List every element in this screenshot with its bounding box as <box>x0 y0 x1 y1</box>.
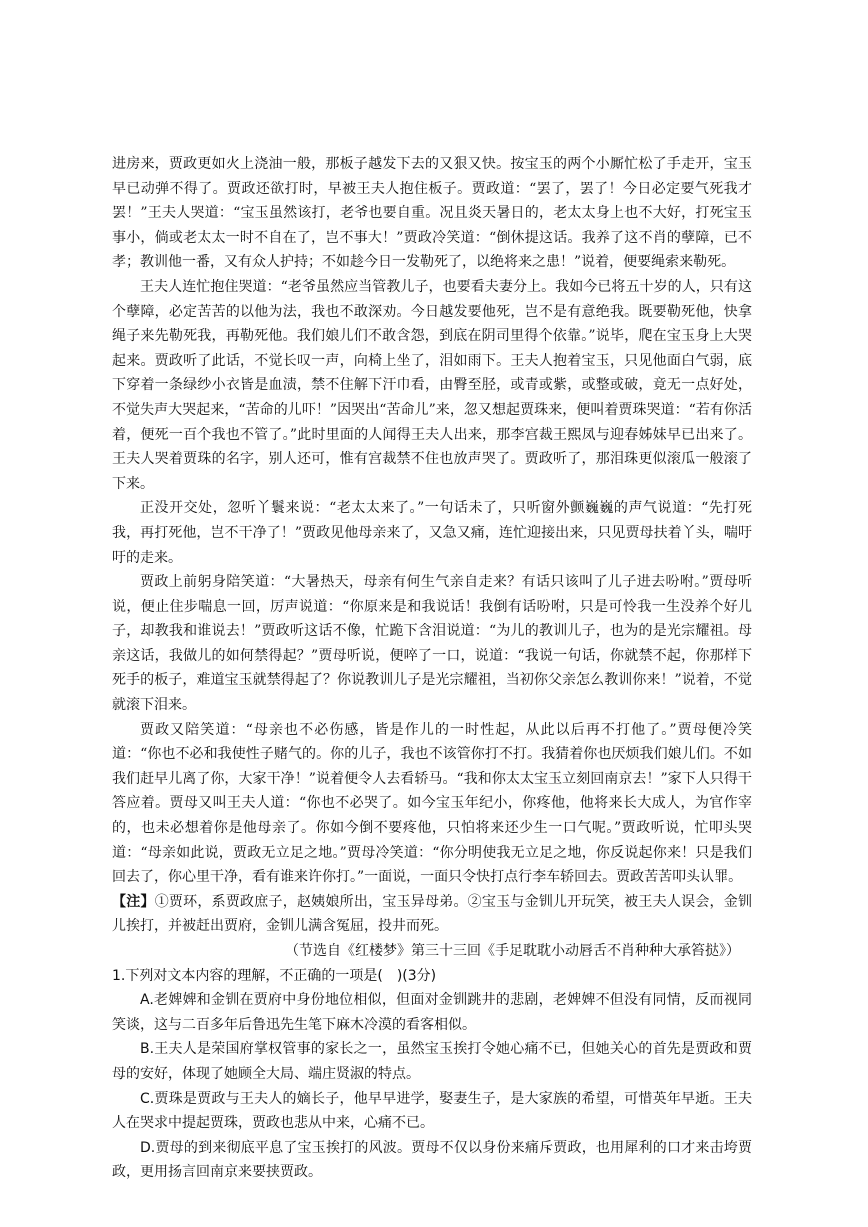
option-d[interactable]: D.贾母的到来彻底平息了宝玉挨打的风波。贾母不仅以身份来痛斥贾政，也用犀利的口才来击垮贾政，更用扬言回南京来要挟贾政。 <box>112 1139 752 1181</box>
document-content <box>112 152 752 1185</box>
question-title: 1.下列对文本内容的理解，不正确的一项是( )(3分) <box>112 967 437 984</box>
passage-paragraph-3: 正没开交处，忽听丫鬟来说：“老太太来了。”一句话未了，只听窗外颤巍巍的声气说道：“先打死我，再打死他，岂不干净了！”贾政见他母亲来了，又急又痛，连忙迎接出来，只见贾母扶着丫头，喘吁吁的走来。 <box>112 500 752 566</box>
note-text: ①贾环，系贾政庶子，赵姨娘所出，宝玉异母弟。②宝玉与金钏儿开玩笑，被王夫人误会，金钏儿挨打，并被赶出贾府，金钏儿满含冤屈，投井而死。 <box>112 893 753 935</box>
passage-paragraph-1: 进房来，贾政更如火上浇油一般，那板子越发下去的又狠又快。按宝玉的两个小厮忙松了手走开，宝玉早已动弹不得了。贾政还欲打时，早被王夫人抱住板子。贾政道：“罢了，罢了！今日必定要气死我才罢！”王夫人哭道：“宝玉虽然该打，老爷也要自重。况且炎天暑日的，老太太身上也不大好，打死宝玉事小，倘或老太太一时不自在了，岂不事大！”贾政冷笑道：“倒休提这话。我养了这不肖的孽障，已不孝；教训他一番，又有众人护持；不如趁今日一发勒死了，以绝将来之患！”说着，便要绳索来勒死。 <box>112 156 752 271</box>
passage-source: （节选自《红楼梦》第三十三回《手足耽耽小动唇舌不肖种种大承笞挞》） <box>285 943 740 959</box>
passage-paragraph-2: 王夫人连忙抱住哭道：“老爷虽然应当管教儿子，也要看夫妻分上。我如今已将五十岁的人，只有这个孽障，必定苦苦的以他为法，我也不敢深劝。今日越发要他死，岂不是有意绝我。既要勒死他，快拿绳子来先勒死我，再勒死他。我们娘儿们不敢含怨，到底在阴司里得个依靠。”说毕，爬在宝玉身上大哭起来。贾政听了此话，不觉长叹一声，向椅上坐了，泪如雨下。王夫人抱着宝玉，只见他面白气弱，底下穿着一条绿纱小衣皆是血渍，禁不住解下汗巾看，由臀至胫，或青或紫，或整或破，竟无一点好处，不觉失声大哭起来，“苦命的儿吓！”因哭出“苦命儿”来，忽又想起贾珠来，便叫着贾珠哭道：“若有你活着，便死一百个我也不管了。”此时里面的人闻得王夫人出来，那李宫裁王熙凤与迎春姊妹早已出来了。王夫人哭着贾珠的名字，别人还可，惟有宫裁禁不住也放声哭了。贾政听了，那泪珠更似滚瓜一般滚了下来。 <box>112 278 752 492</box>
question-1 <box>112 964 752 1185</box>
option-c[interactable]: C.贾珠是贾政与王夫人的嫡长子，他早早进学，娶妻生子，是大家族的希望，可惜英年早逝。王夫人在哭求中提起贾珠，贾政也悲从中来，心痛不已。 <box>112 1090 752 1132</box>
option-a[interactable]: A.老婢婢和金钏在贾府中身份地位相似，但面对金钏跳井的悲剧，老婢婢不但没有同情，反而视同笑谈，这与二百多年后鲁迅先生笔下麻木冷漠的看客相似。 <box>112 992 752 1033</box>
passage-paragraph-5: 贾政又陪笑道：“母亲也不必伤感，皆是作儿的一时性起，从此以后再不打他了。”贾母便冷笑道：“你也不必和我使性子赌气的。你的儿子，我也不该管你打不打。我猜着你也厌烦我们娘儿们。不如我们赶早儿离了你，大家干净！”说着便令人去看轿马。“我和你太太宝玉立刻回南京去！”家下人只得干答应着。贾母又叫王夫人道：“你也不必哭了。如今宝玉年纪小，你疼他，他将来长大成人，为官作宰的，也未必想着你是他母亲了。你如今倒不要疼他，只怕将来还少生一口气呢。”贾政听说，忙叩头哭道：“母亲如此说，贾政无立足之地。”贾母冷笑道：“你分明使我无立足之地，你反说起你来！只是我们回去了，你心里干净，看有谁来许你打。”一面说，一面只令快打点行李车轿回去。贾政苦苦叩头认罪。 <box>112 721 752 886</box>
passage-paragraph-4: 贾政上前躬身陪笑道：“大暑热天，母亲有何生气亲自走来？有话只该叫了儿子进去吩咐。”贾母听说，便止住步喘息一回，厉声说道：“你原来是和我说话！我倒有话吩咐，只是可怜我一生没养个好儿子，却教我和谁说去！”贾政听这话不像，忙跪下含泪说道：“为儿的教训儿子，也为的是光宗耀祖。母亲这话，我做儿的如何禁得起？”贾母听说，便啐了一口，说道：“我说一句话，你就禁不起，你那样下死手的板子，难道宝玉就禁得起了？你说教训儿子是光宗耀祖，当初你父亲怎么教训你来！”说着，不觉就滚下泪来。 <box>112 574 752 714</box>
passage-note <box>112 890 752 939</box>
option-b[interactable]: B.王夫人是荣国府掌权管事的家长之一，虽然宝玉挨打令她心痛不已，但她关心的首先是贾政和贾母的安好，体现了她顾全大局、端庄贤淑的特点。 <box>112 1041 752 1082</box>
note-label: 【注】 <box>112 893 155 910</box>
